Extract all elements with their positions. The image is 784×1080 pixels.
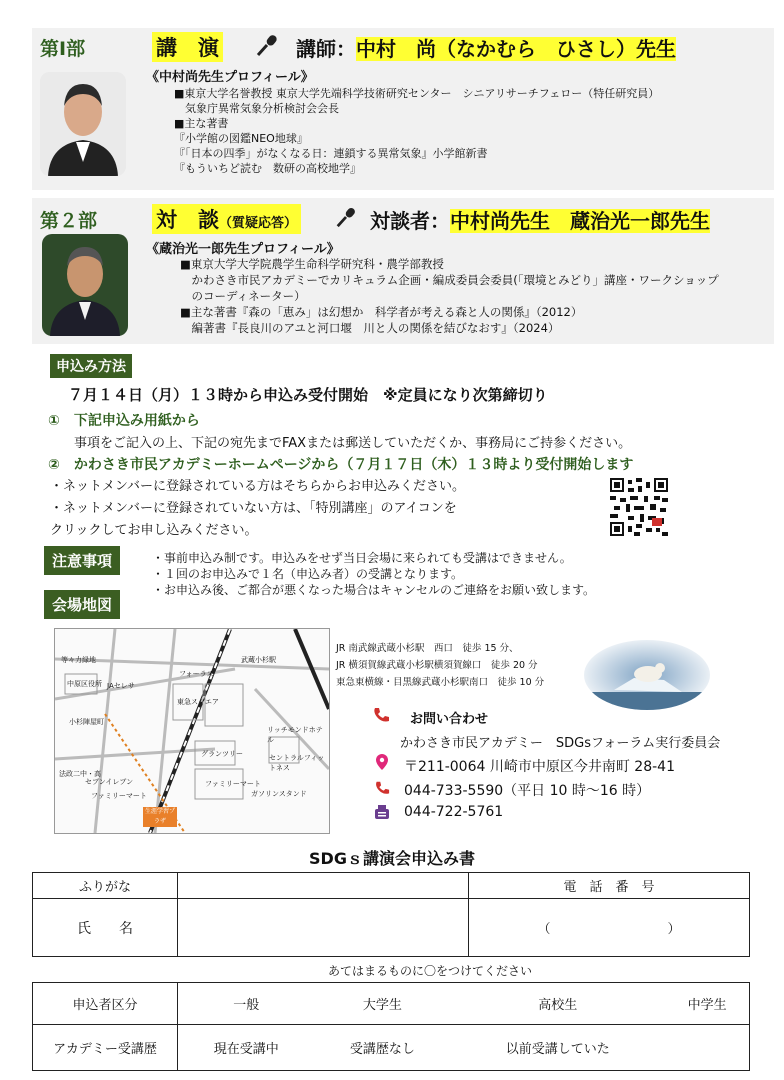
- qr-code-icon[interactable]: [610, 478, 668, 536]
- polar-bear-image: [584, 640, 710, 710]
- name-label: 氏 名: [33, 899, 178, 957]
- method2-line: ・ネットメンバーに登録されている方はそちらからお申込みください。: [50, 479, 465, 494]
- phone-icon: [372, 706, 390, 724]
- history-option[interactable]: 以前受講していた: [450, 1025, 665, 1071]
- notes-label: 注意事項: [44, 546, 120, 575]
- profile-line: 気象庁異常気象分析検討会会長: [174, 102, 339, 115]
- part2-title: [152, 204, 301, 234]
- phone-label: 電 話 番 号: [469, 873, 750, 899]
- access-line: 東急東横線・目黒線武蔵小杉駅南口 徒歩 10 分: [336, 677, 545, 688]
- part1-profile-title: 《中村尚先生プロフィール》: [146, 70, 314, 85]
- map-label: ファミリーマート: [205, 780, 261, 788]
- furigana-label: ふりがな: [33, 873, 178, 899]
- venue-marker: [143, 807, 177, 827]
- access-line: JR 南武線武蔵小杉駅 西口 徒歩 15 分、: [336, 643, 519, 654]
- furigana-field[interactable]: [178, 873, 469, 899]
- map-label: JAセレサ: [107, 682, 135, 690]
- apply-headline: ７月１４日（月）１３時から申込み受付開始 ※定員になり次第締切り: [68, 386, 548, 404]
- access-line: JR 横須賀線武蔵小杉駅横須賀線口 徒歩 20 分: [336, 660, 538, 671]
- access-lines: [336, 640, 544, 691]
- profile-line: 『小学館の図鑑NEO地球』: [174, 132, 308, 145]
- method2-line: クリックしてお申し込みください。: [50, 523, 258, 538]
- phone-icon: [374, 780, 390, 796]
- profile-line: のコーディネーター）: [180, 289, 306, 303]
- profile-line: ■主な著書『森の「恵み」は幻想か 科学者が考える森と人の関係』（2012）: [180, 305, 583, 319]
- profile-line: 編著書『長良川のアユと河口堰 川と人の関係を結びなおす』（2024）: [180, 321, 560, 335]
- profile-line: 『「日本の四季」がなくなる日：連鎖する異常気象』小学館新書: [174, 147, 488, 160]
- profile-line: ■主な著書: [174, 117, 229, 130]
- category-option[interactable]: 中学生: [665, 983, 749, 1025]
- profile-line: かわさき市民アカデミーでカリキュラム企画・編成委員会委員(「環境とみどり」講座・ワークショップ: [180, 273, 719, 287]
- method2-line: ・ネットメンバーに登録されていない方は、「特別講座」のアイコンを: [50, 501, 457, 516]
- history-option[interactable]: 受講歴なし: [314, 1025, 450, 1071]
- speaker-prefix: 講師：: [296, 37, 356, 61]
- contact-address: 〒211-0064 川崎市中原区今井南町 28-41: [404, 759, 675, 775]
- part1-speaker: [296, 33, 676, 62]
- map-label: 武蔵小杉駅: [241, 656, 276, 664]
- profile-line: ■東京大学大学院農学生命科学研究科・農学部教授: [180, 257, 444, 271]
- part2-label: 第２部: [40, 210, 98, 232]
- speaker-name: 中村尚先生 蔵治光一郎先生: [450, 209, 710, 233]
- category-option[interactable]: 大学生: [314, 983, 450, 1025]
- speaker2-photo: [42, 234, 128, 336]
- method1-text: 事項をご記入の上、下記の宛先までFAXまたは郵送していただくか、事務局にご持参ください。: [74, 436, 632, 451]
- profile-line: 『もういちど読む 数研の高校地学』: [174, 162, 361, 175]
- map-label: ファミリーマート: [91, 792, 147, 800]
- location-pin-icon: [376, 754, 388, 770]
- map-label: 等々力緑地: [61, 656, 96, 664]
- part2-title-main: 対 談: [156, 208, 219, 232]
- microphone-icon: [254, 32, 280, 58]
- map-label: グランツリー: [201, 750, 243, 758]
- form-table-bottom: [32, 982, 750, 1071]
- category-option[interactable]: 一般: [178, 983, 315, 1025]
- form-title: SDGｓ講演会申込み書: [309, 849, 475, 868]
- speaker-prefix: 対談者：: [370, 209, 450, 233]
- map-label: セントラルフィットネス: [269, 754, 325, 772]
- notes-line: ・お申込み後、ご都合が悪くなった場合はキャンセルのご連絡をお願い致します。: [152, 583, 596, 597]
- history-empty: [665, 1025, 749, 1071]
- part2-speaker: [370, 205, 710, 234]
- map-label: セブンイレブン: [85, 778, 134, 786]
- speaker-name: 中村 尚（なかむら ひさし）先生: [356, 37, 676, 61]
- map-label: リッチモンドホテル: [267, 726, 323, 744]
- name-field[interactable]: [178, 899, 469, 957]
- contact-fax: 044-722-5761: [404, 804, 504, 820]
- notes-line: ・１回のお申込みで１名（申込み者）の受講となります。: [152, 567, 464, 581]
- part1-profile: [174, 86, 659, 176]
- method1-title: ① 下記申込み用紙から: [48, 413, 200, 429]
- speaker1-photo: [40, 72, 126, 176]
- part1-title: 講 演: [152, 32, 223, 62]
- map-label: 法政二中・高: [59, 770, 101, 778]
- category-label: 申込者区分: [33, 983, 178, 1025]
- fax-icon: [374, 804, 390, 820]
- notes-lines: [152, 550, 595, 598]
- map-label: 小杉陣屋町: [69, 718, 104, 726]
- part2-title-sub: （質疑応答）: [219, 216, 298, 231]
- history-label: アカデミー受講歴: [33, 1025, 178, 1071]
- contact-title: お問い合わせ: [410, 712, 489, 727]
- method2-lines: [50, 476, 465, 542]
- contact-org: かわさき市民アカデミー SDGsフォーラム実行委員会: [400, 736, 721, 751]
- venue-label: 会場地図: [44, 590, 120, 619]
- venue-marker-label: 生涯学習プラザ: [144, 808, 175, 825]
- profile-line: ■東京大学名誉教授 東京大学先端科学技術研究センター シニアリサーチフェロー（特任研究員）: [174, 87, 660, 100]
- category-option[interactable]: 高校生: [450, 983, 665, 1025]
- form-instruction: あてはまるものに〇をつけてください: [328, 964, 533, 978]
- part2-profile-title: 《蔵治光一郎先生プロフィール》: [146, 242, 340, 257]
- method2-title: ② かわさき市民アカデミーホームページから（７月１７日（木）１３時より受付開始します: [48, 457, 634, 473]
- map-label: ガソリンスタンド: [251, 790, 307, 798]
- map-label: 東急スクエア: [177, 698, 219, 706]
- notes-line: ・事前申込み制です。申込みをせず当日会場に来られても受講はできません。: [152, 551, 572, 565]
- history-option[interactable]: 現在受講中: [178, 1025, 315, 1071]
- part1-label: 第Ⅰ部: [40, 38, 86, 60]
- venue-map: [54, 628, 330, 834]
- form-table-top: [32, 872, 750, 957]
- microphone-icon: [334, 204, 358, 230]
- part2-profile: [180, 256, 719, 336]
- apply-label: 申込み方法: [50, 354, 132, 378]
- contact-tel: 044-733-5590（平日 10 時〜16 時）: [404, 783, 651, 799]
- map-label: フォーラス: [179, 670, 214, 678]
- phone-field[interactable]: （ ）: [469, 899, 750, 957]
- map-label: 中原区役所: [67, 680, 102, 688]
